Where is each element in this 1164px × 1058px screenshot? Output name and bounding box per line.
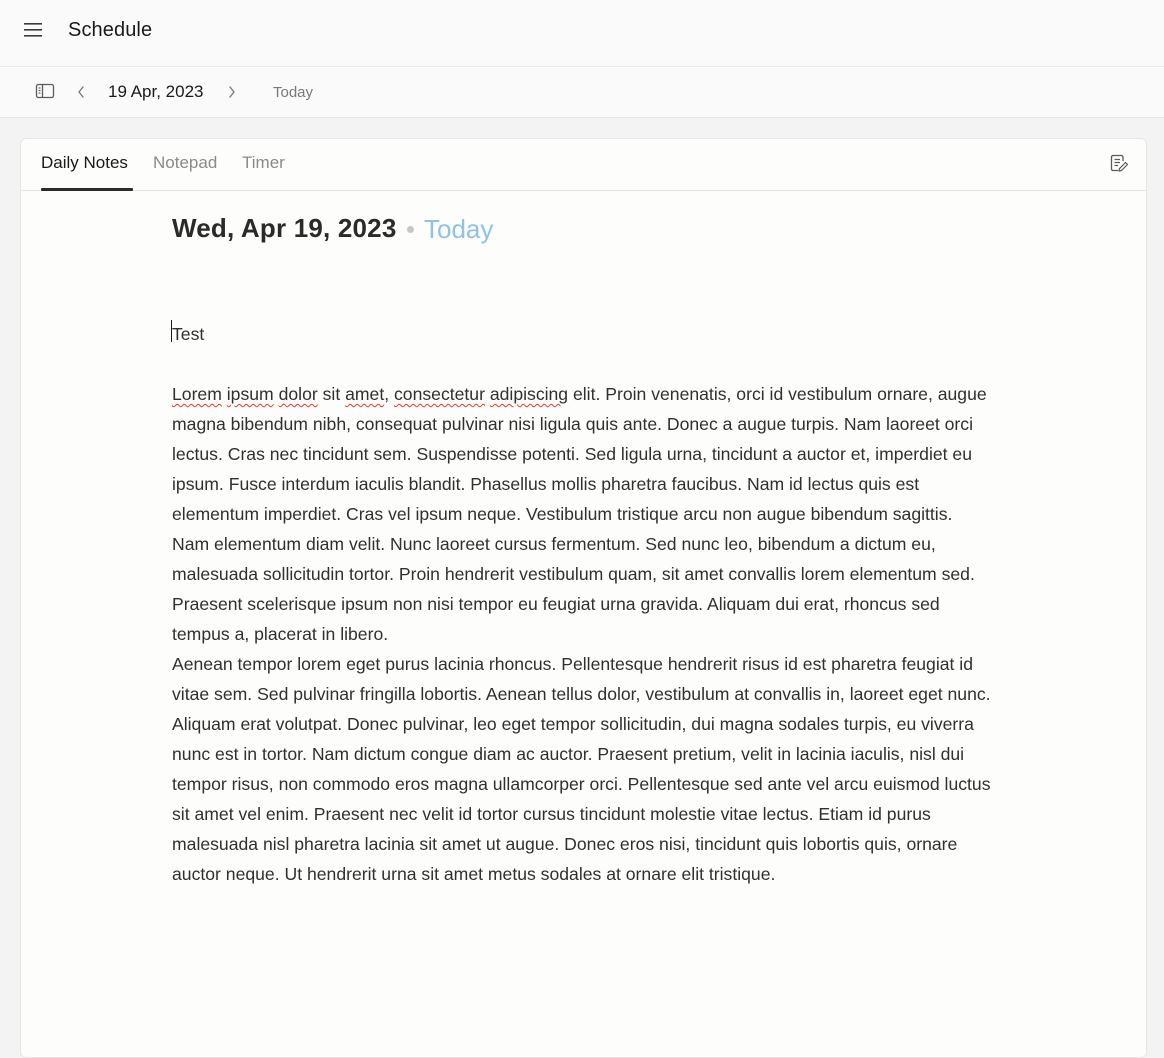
note-date-heading: Wed, Apr 19, 2023 xyxy=(172,213,397,243)
tab-bar xyxy=(21,139,1146,191)
note-edit-icon[interactable] xyxy=(1108,152,1130,174)
spellcheck-word: adipiscing xyxy=(489,384,569,404)
tab-daily-notes[interactable]: Daily Notes xyxy=(41,153,128,172)
notes-card xyxy=(20,138,1147,1058)
current-date-picker[interactable]: 19 Apr, 2023 xyxy=(108,82,204,101)
paragraph-1-text: elit. Proin venenatis, orci id vestibulum ornare, augue magna bibendum nibh, consequat pulvinar nisi ligula quis ante. Donec a augue turpis. Nam laoreet orci lectus. Cras nec tincidunt sem. Suspendisse potenti. Sed ligula urna, tincidunt a auctor et, imperdiet eu ipsum. Fusce interdum iaculis blandit. Phasellus mollis pharetra faucibus. Nam id lectus quis est elementum imperdiet. Cras vel ipsum neque. Vestibulum tristique arcu non augue bibendum sagittis. Nam elementum diam velit. Nunc laoreet cursus fermentum. Sed nunc leo, bibendum a dictum eu, malesuada sollicitudin tortor. Proin hendrerit vestibulum quam, sit amet convallis lorem elementum sed. Praesent scelerisque ipsum non nisi tempor eu feugiat urna gravida. Aliquam dui erat, rhoncus sed tempus a, placerat in libero. xyxy=(172,384,987,644)
spellcheck-word: consectetur xyxy=(394,384,485,404)
tab-timer[interactable]: Timer xyxy=(242,153,285,172)
note-paragraph-2: Aenean tempor lorem eget purus lacinia rhoncus. Pellentesque hendrerit risus id est pharetra feugiat id vitae sem. Sed pulvinar fringilla lobortis. Aenean tellus dolor, vestibulum at convallis in, laoreet eget nunc. Aliquam erat volutpat. Donec pulvinar, leo eget tempor sollicitudin, dui magna sodales turpis, eu viverra nunc est in tortor. Nam dictum congue diam ac auctor. Praesent pretium, velit in lacinia iaculis, nisl dui tempor risus, non commodo eros magna ullamcorper orci. Pellentesque sed ante vel arcu euismod luctus sit amet vel enim. Praesent nec velit id tortor cursus tincidunt molestie vitae lectus. Etiam id purus malesuada nisl pharetra lacinia sit amet ut augue. Donec eros nisi, tincidunt quis lobortis quis, ornare auctor neque. Ut hendrerit urna sit amet metus sodales at ornare elit tristique. xyxy=(172,654,991,884)
tab-notepad[interactable]: Notepad xyxy=(153,153,218,172)
today-button[interactable]: Today xyxy=(273,84,314,101)
spellcheck-word: amet xyxy=(345,384,385,404)
spellcheck-word: ipsum xyxy=(226,384,274,404)
chevron-left-icon[interactable] xyxy=(71,81,91,103)
today-indicator: Today xyxy=(424,214,494,244)
app-title: Schedule xyxy=(68,19,153,41)
app-header xyxy=(0,0,1164,67)
spellcheck-word: dolor xyxy=(278,384,318,404)
hamburger-menu-icon[interactable] xyxy=(22,20,46,42)
note-editor[interactable] xyxy=(172,319,992,889)
spellcheck-word: Lorem xyxy=(172,384,222,404)
chevron-right-icon[interactable] xyxy=(222,81,242,103)
sidebar-toggle-icon[interactable] xyxy=(33,81,57,103)
note-paragraph-1: Lorem ipsum dolor sit amet, consectetur adipiscing elit. Proin venenatis, orci id vestibulum ornare, augue magna bibendum nibh, consequat pulvinar nisi ligula quis ante. Donec a augue turpis. Nam laoreet orci lectus. Cras nec tincidunt sem. Suspendisse potenti. Sed ligula urna, tincidunt a auctor et, imperdiet eu ipsum. Fusce interdum iaculis blandit. Phasellus mollis pharetra faucibus. Nam id lectus quis est elementum imperdiet. Cras vel ipsum neque. Vestibulum tristique arcu non augue bibendum sagittis. Nam elementum diam velit. Nunc laoreet cursus fermentum. Sed nunc leo, bibendum a dictum eu, malesuada sollicitudin tortor. Proin hendrerit vestibulum quam, sit amet convallis lorem elementum sed. Praesent scelerisque ipsum non nisi tempor eu feugiat urna gravida. Aliquam dui erat, rhoncus sed tempus a, placerat in libero. xyxy=(172,384,987,644)
active-tab-indicator xyxy=(41,188,133,191)
separator-dot xyxy=(407,226,414,233)
date-toolbar xyxy=(0,67,1164,118)
note-title-line: Test xyxy=(172,324,205,344)
